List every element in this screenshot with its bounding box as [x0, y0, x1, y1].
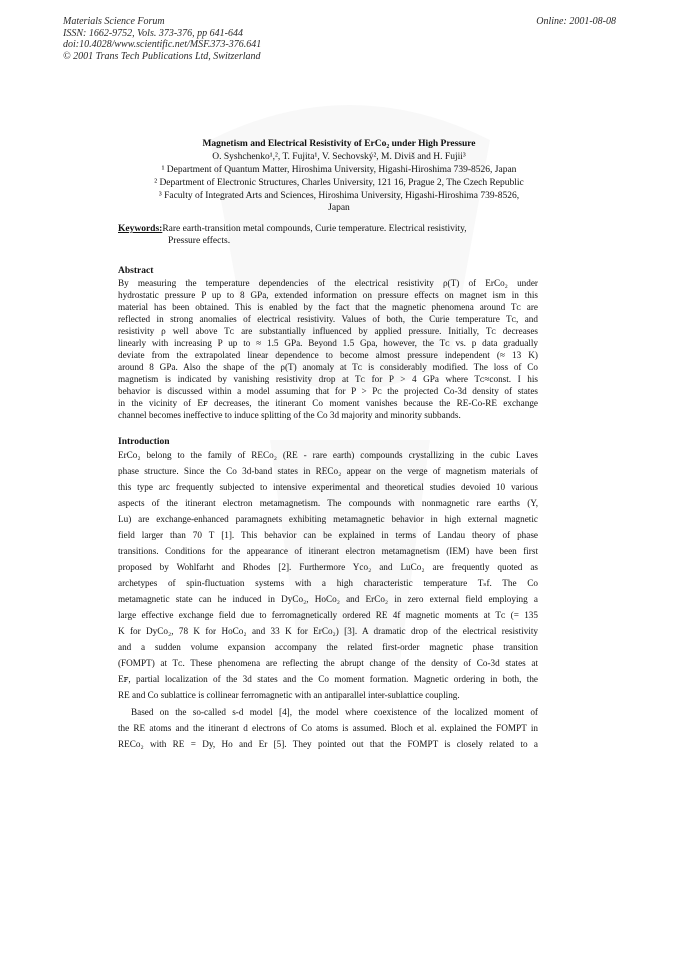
intro-line: metamagnetic state can he induced in DyCo₂, HoCo₂ and ErCo₂ in zero external field employing a	[118, 594, 538, 604]
doi-link[interactable]: doi:10.4028/www.scientific.net/MSF.373-376.641	[63, 39, 262, 50]
intro-line: K for DyCo₂, 78 K for HoCo₂ and 33 K for ErCo₂) [3]. A dramatic drop of the electrical resistivity	[118, 626, 538, 636]
intro-line: this type arc frequently subjected to intensive experimental and theoretical studies devoied 10 various	[118, 482, 538, 492]
issn: ISSN: 1662-9752, Vols. 373-376, pp 641-644	[63, 27, 243, 39]
affiliation-3: ³ Faculty of Integrated Arts and Sciences, Hiroshima University, Higashi-Hiroshima 739-8526,	[158, 191, 520, 201]
keywords	[118, 223, 538, 235]
affiliation-1: ¹ Department of Quantum Matter, Hiroshima University, Higashi-Hiroshima 739-8526, Japan	[161, 165, 517, 175]
abstract-line: linearly with increasing P up to ≈ 1.5 GPa. Beyond 1.5 Gpa, however, the Tᴄ vs. p data gradually	[118, 338, 538, 348]
intro-line: aspects of the itinerant electron metamagnetism. The compounds with nonmagnetic rare earths (Y,	[118, 498, 538, 508]
intro-line: phase structure. Since the Co 3d-band states in RECo₂ appear on the verge of magnetism materials of	[118, 466, 538, 476]
intro-line: Lu) are exchange-enhanced paramagnets exhibiting metamagnetic behavior in high external magnetic	[118, 514, 538, 524]
intro-line: (FOMPT) at Tᴄ. These phenomena are reflecting the abrupt change of the density of Co-3d states at	[118, 658, 538, 668]
affiliation-3-cont: Japan	[328, 203, 350, 213]
intro-line: RECo₂ with RE = Dy, Ho and Er [5]. They pointed out that the FOMPT is closely related to a	[118, 739, 538, 749]
online-date: Online: 2001-08-08	[536, 16, 616, 27]
keywords-label: Keywords:	[118, 224, 163, 234]
intro-line: and a sudden volume expansion accompany the related first-order magnetic phase transition	[118, 642, 538, 652]
intro-line: Based on the so-called s-d model [4], the model where coexistence of the localized moment of	[131, 707, 538, 717]
copyright: © 2001 Trans Tech Publications Ltd, Switzerland	[63, 50, 261, 62]
affiliation-2: ² Department of Electronic Structures, Charles University, 121 16, Prague 2, The Czech Republic	[154, 178, 524, 188]
intro-line: large effective exchange field due to ferromagnetically ordered RE 4f magnetic moments at Tᴄ (= 135	[118, 610, 538, 620]
abstract-line: deviate from the extrapolated linear dependence to become almost pressure independent (≈ 13 K)	[118, 350, 538, 360]
intro-line: transitions. Conditions for the appearance of itinerant electron metamagnetism (IEM) have been first	[118, 546, 538, 556]
paper-title: Magnetism and Electrical Resistivity of ErCo₂ under High Pressure	[202, 139, 476, 149]
abstract-line: hydrostatic pressure P up to 8 GPa, extended information on pressure effects on magnet ism in this	[118, 290, 538, 300]
intro-line: proposed by Wohlfarht and Rhodes [2]. Furthermore Yco₂ and LuCo₂ are frequently quoted as	[118, 562, 538, 572]
introduction-heading: Introduction	[118, 437, 170, 447]
intro-line: the RE atoms and the itinerant d electrons of Co atoms is assumed. Bloch et al. explained the FOMPT in	[118, 723, 538, 733]
intro-line: Eꜰ, partial localization of the 3d states and the Co moment formation. Magnetic ordering in both, the	[118, 674, 538, 684]
authors: O. Syshchenko¹,², T. Fujita¹, V. Sechovský², M. Diviš and H. Fujii³	[212, 152, 466, 162]
journal-header	[63, 16, 261, 62]
journal-name: Materials Science Forum	[63, 16, 165, 27]
keywords-line-1: Rare earth-transition metal compounds, Curie temperature. Electrical resistivity,	[162, 224, 467, 234]
abstract-line: in the vicinity of Eꜰ decreases, the itinerant Co moment vanishes because the RE-Co-RE exchange	[118, 398, 538, 408]
abstract-line: around 8 GPa. Also the shape of the ρ(T) anomaly at Tᴄ is considerably modified. The loss of Co	[118, 362, 538, 372]
keywords-line-2: Pressure effects.	[168, 236, 231, 246]
abstract-line: By measuring the temperature dependencies of the electrical resistivity ρ(T) of ErCo₂ under	[118, 278, 538, 288]
abstract-line: reflected in strong anomalies of electrical resistivity. Values of both, the Curie temperature Tᴄ, and	[118, 314, 538, 324]
intro-line: archetypes of spin-fluctuation systems with a high characteristic temperature Tₛf. The Co	[118, 578, 538, 588]
abstract-line: magnetism is indicated by vanishing resistivity drop at Tᴄ for P > 4 GPa where Tᴄ≈const. I his	[118, 374, 538, 384]
abstract-line: behavior is discussed within a model assuming that for P > Pᴄ the projected Co-3d density of states	[118, 386, 538, 396]
abstract-heading: Abstract	[118, 266, 154, 276]
intro-line: ErCo₂ belong to the family of RECo₂ (RE - rare earth) compounds crystallizing in the cubic Laves	[118, 450, 538, 460]
intro-line: field larger than 70 T [1]. This behavior can be explained in terms of Landau theory of phase	[118, 530, 538, 540]
abstract-line: channel becomes ineffective to induce splitting of the Co 3d majority and minority subbands.	[118, 410, 461, 420]
abstract-line: resistivity ρ well above Tᴄ are substantially influenced by applied pressure. Initially, Tᴄ decreases	[118, 326, 538, 336]
intro-line: RE and Co sublattice is collinear ferromagnetic with an antiparallel inter-sublattice coupling.	[118, 690, 460, 700]
abstract-line: material has been obtained. This is enabled by the fact that the magnetic phenomena around Tᴄ are	[118, 302, 538, 312]
